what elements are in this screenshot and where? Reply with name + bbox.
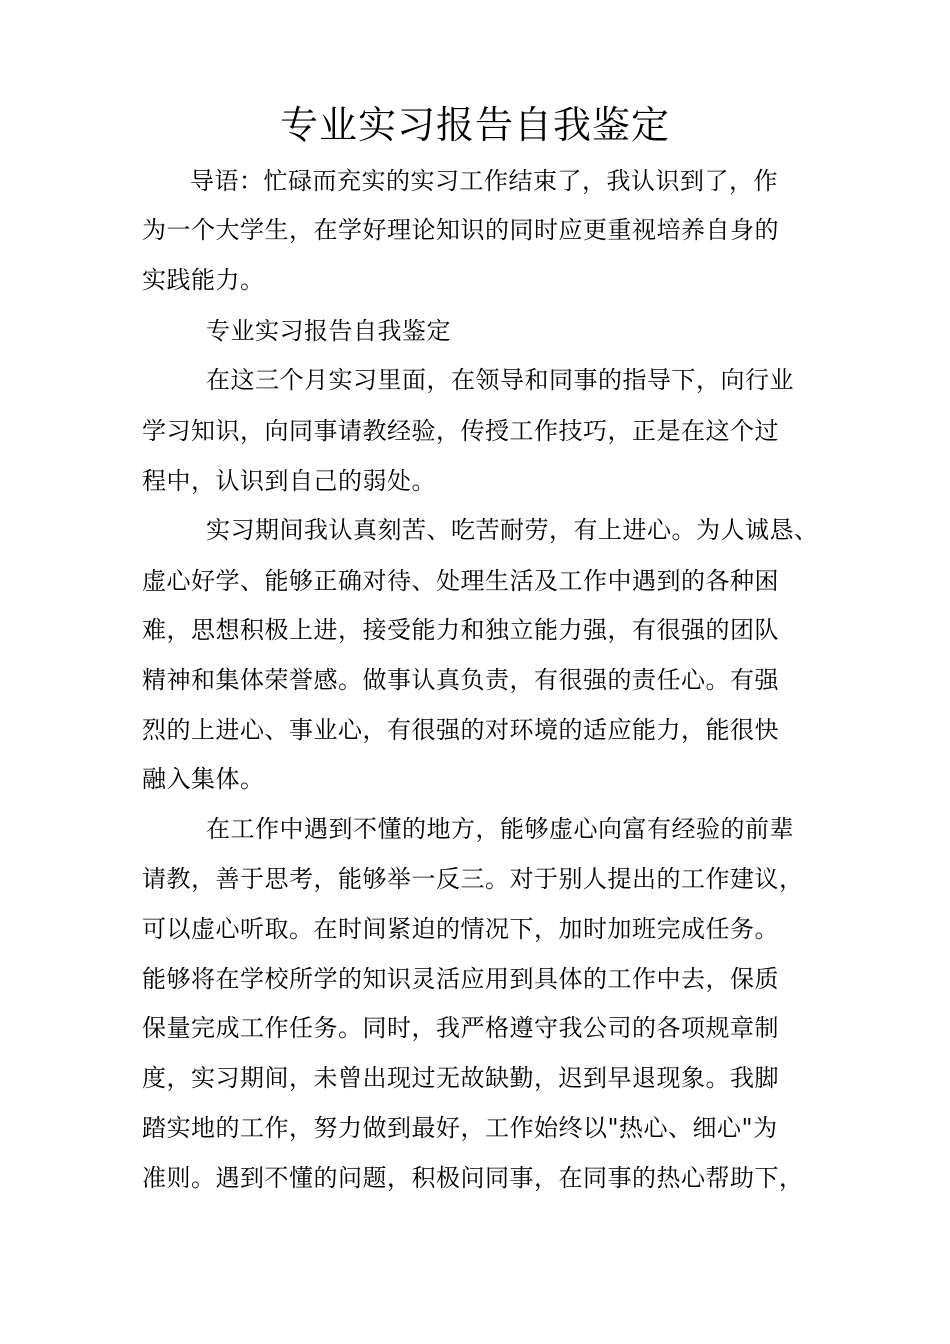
text-line: 保量完成工作任务。同时，我严格遵守我公司的各项规章制	[142, 1014, 779, 1042]
document-title: 专业实习报告自我鉴定	[279, 103, 670, 147]
text-line: 程中，认识到自己的弱处。	[142, 467, 436, 495]
text-line: 难，思想积极上进，接受能力和独立能力强，有很强的团队	[142, 616, 779, 644]
text-line: 实习期间我认真刻苦、吃苦耐劳，有上进心。为人诚恳、	[206, 516, 819, 544]
text-line: 可以虚心听取。在时间紧迫的情况下，加时加班完成任务。	[142, 915, 779, 943]
text-line: 在这三个月实习里面，在领导和同事的指导下，向行业	[206, 366, 794, 394]
text-line: 精神和集体荣誉感。做事认真负责，有很强的责任心。有强	[142, 666, 779, 694]
text-line: 在工作中遇到不懂的地方，能够虚心向富有经验的前辈	[206, 815, 794, 843]
section-heading: 专业实习报告自我鉴定	[206, 317, 451, 345]
text-line: 能够将在学校所学的知识灵活应用到具体的工作中去，保质	[142, 965, 779, 993]
text-line: 实践能力。	[142, 266, 265, 294]
text-line: 准则。遇到不懂的问题，积极问同事，在同事的热心帮助下，	[142, 1164, 804, 1192]
text-line: 融入集体。	[142, 765, 265, 793]
text-line: 烈的上进心、事业心，有很强的对环境的适应能力，能很快	[142, 716, 779, 744]
text-line: 度，实习期间，未曾出现过无故缺勤，迟到早退现象。我脚	[142, 1064, 779, 1092]
text-line: 踏实地的工作，努力做到最好，工作始终以"热心、细心"为	[142, 1114, 778, 1142]
text-line: 虚心好学、能够正确对待、处理生活及工作中遇到的各种困	[142, 567, 779, 595]
text-line: 请教，善于思考，能够举一反三。对于别人提出的工作建议，	[142, 865, 804, 893]
text-line: 学习知识，向同事请教经验，传授工作技巧，正是在这个过	[142, 417, 779, 445]
text-line: 导语：忙碌而充实的实习工作结束了，我认识到了，作	[190, 167, 778, 195]
text-line: 为一个大学生，在学好理论知识的同时应更重视培养自身的	[142, 216, 779, 244]
